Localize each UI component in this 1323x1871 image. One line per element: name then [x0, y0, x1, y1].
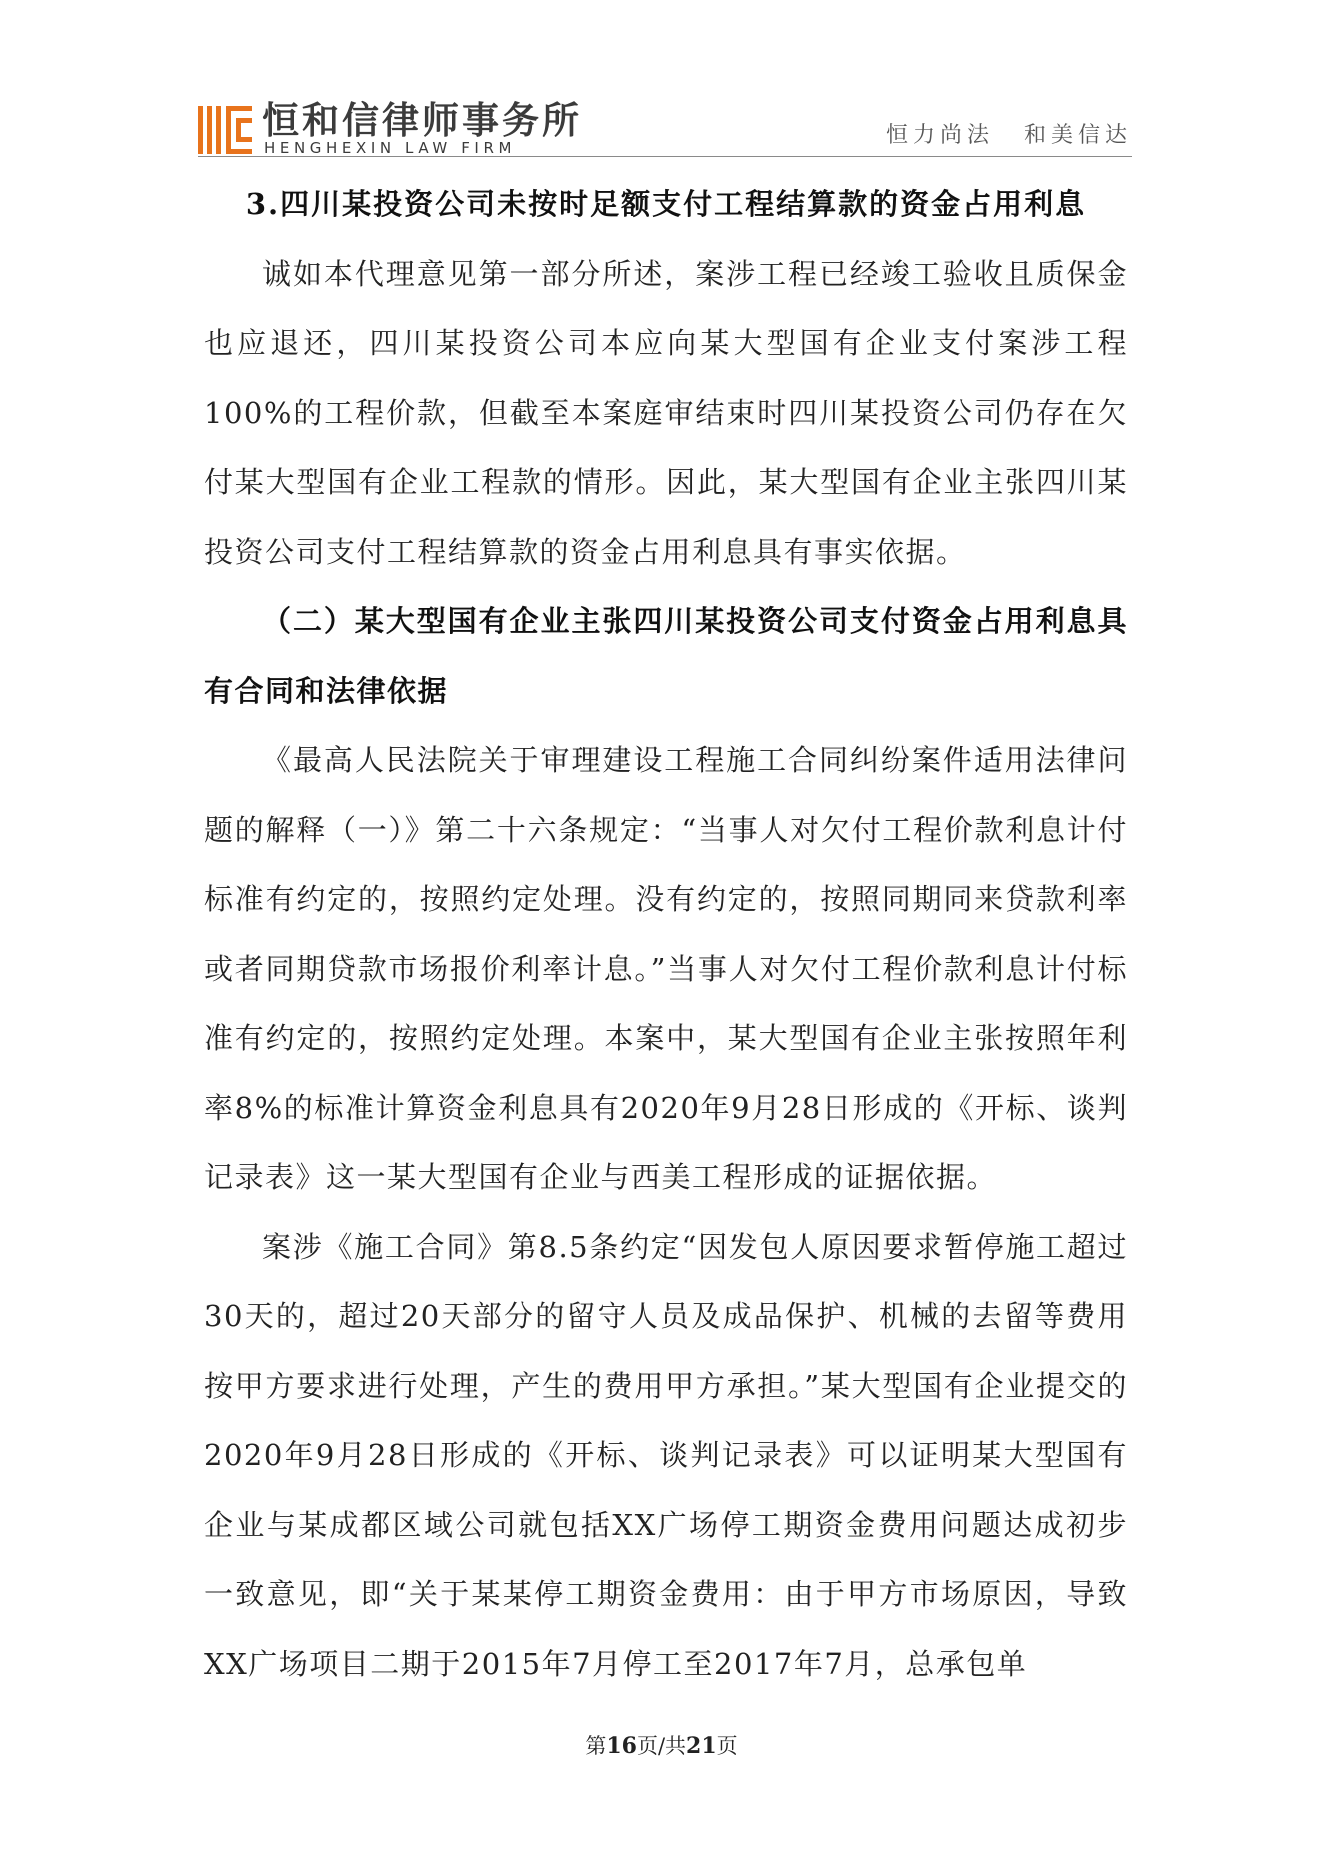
- footer-suffix: 页: [716, 1734, 738, 1758]
- page-footer: [0, 1730, 1323, 1760]
- footer-middle: 页/共: [636, 1734, 687, 1758]
- firm-name-cn: 恒和信律师事务所: [262, 99, 582, 142]
- firm-logo-icon: [198, 106, 252, 154]
- header-divider: [198, 156, 1132, 157]
- section-heading-3: 3.四川某投资公司未按时足额支付工程结算款的资金占用利息: [245, 187, 1087, 221]
- page-header: [198, 96, 1132, 156]
- footer-prefix: 第: [585, 1734, 607, 1758]
- paragraph-2: 《最高人民法院关于审理建设工程施工合同纠纷案件适用法律问题的解释（一）》第二十六条规定：“当事人对欠付工程价款利息计付标准有约定的，按照约定处理。没有约定的，按照同期同来贷款利率或者同期贷款市场报价利率计息。”当事人对欠付工程价款利息计付标准有约定的，按照约定处理。本案中，某大型国有企业主张按照年利率8%的标准计算资金利息具有2020年9月28日形成的《开标、谈判记录表》这一某大型国有企业与西美工程形成的证据依据。: [204, 743, 1128, 1194]
- firm-motto: [886, 118, 1132, 149]
- total-page-number: 21: [686, 1733, 717, 1759]
- motto-right: 和美信达: [1023, 123, 1132, 148]
- paragraph-1: 诚如本代理意见第一部分所述，案涉工程已经竣工验收且质保金也应退还，四川某投资公司本应向某大型国有企业支付案涉工程100%的工程价款，但截至本案庭审结束时四川某投资公司仍存在欠付某大型国有企业工程款的情形。因此，某大型国有企业主张四川某投资公司支付工程结算款的资金占用利息具有事实依据。: [204, 256, 1128, 569]
- current-page-number: 16: [606, 1733, 637, 1759]
- document-body: [204, 170, 1128, 1699]
- section-heading-2: （二）某大型国有企业主张四川某投资公司支付资金占用利息具有合同和法律依据: [204, 604, 1128, 708]
- firm-name-en: HENGHEXIN LAW FIRM: [264, 139, 517, 157]
- motto-left: 恒力尚法: [885, 123, 994, 148]
- paragraph-3: 案涉《施工合同》第8.5条约定“因发包人原因要求暂停施工超过30天的，超过20天部分的留守人员及成品保护、机械的去留等费用按甲方要求进行处理，产生的费用甲方承担。”某大型国有企业提交的2020年9月28日形成的《开标、谈判记录表》可以证明某大型国有企业与某成都区域公司就包括XX广场停工期资金费用问题达成初步一致意见，即“关于某某停工期资金费用：由于甲方市场原因，导致XX广场项目二期于2015年7月停工至2017年7月，总承包单: [204, 1229, 1128, 1681]
